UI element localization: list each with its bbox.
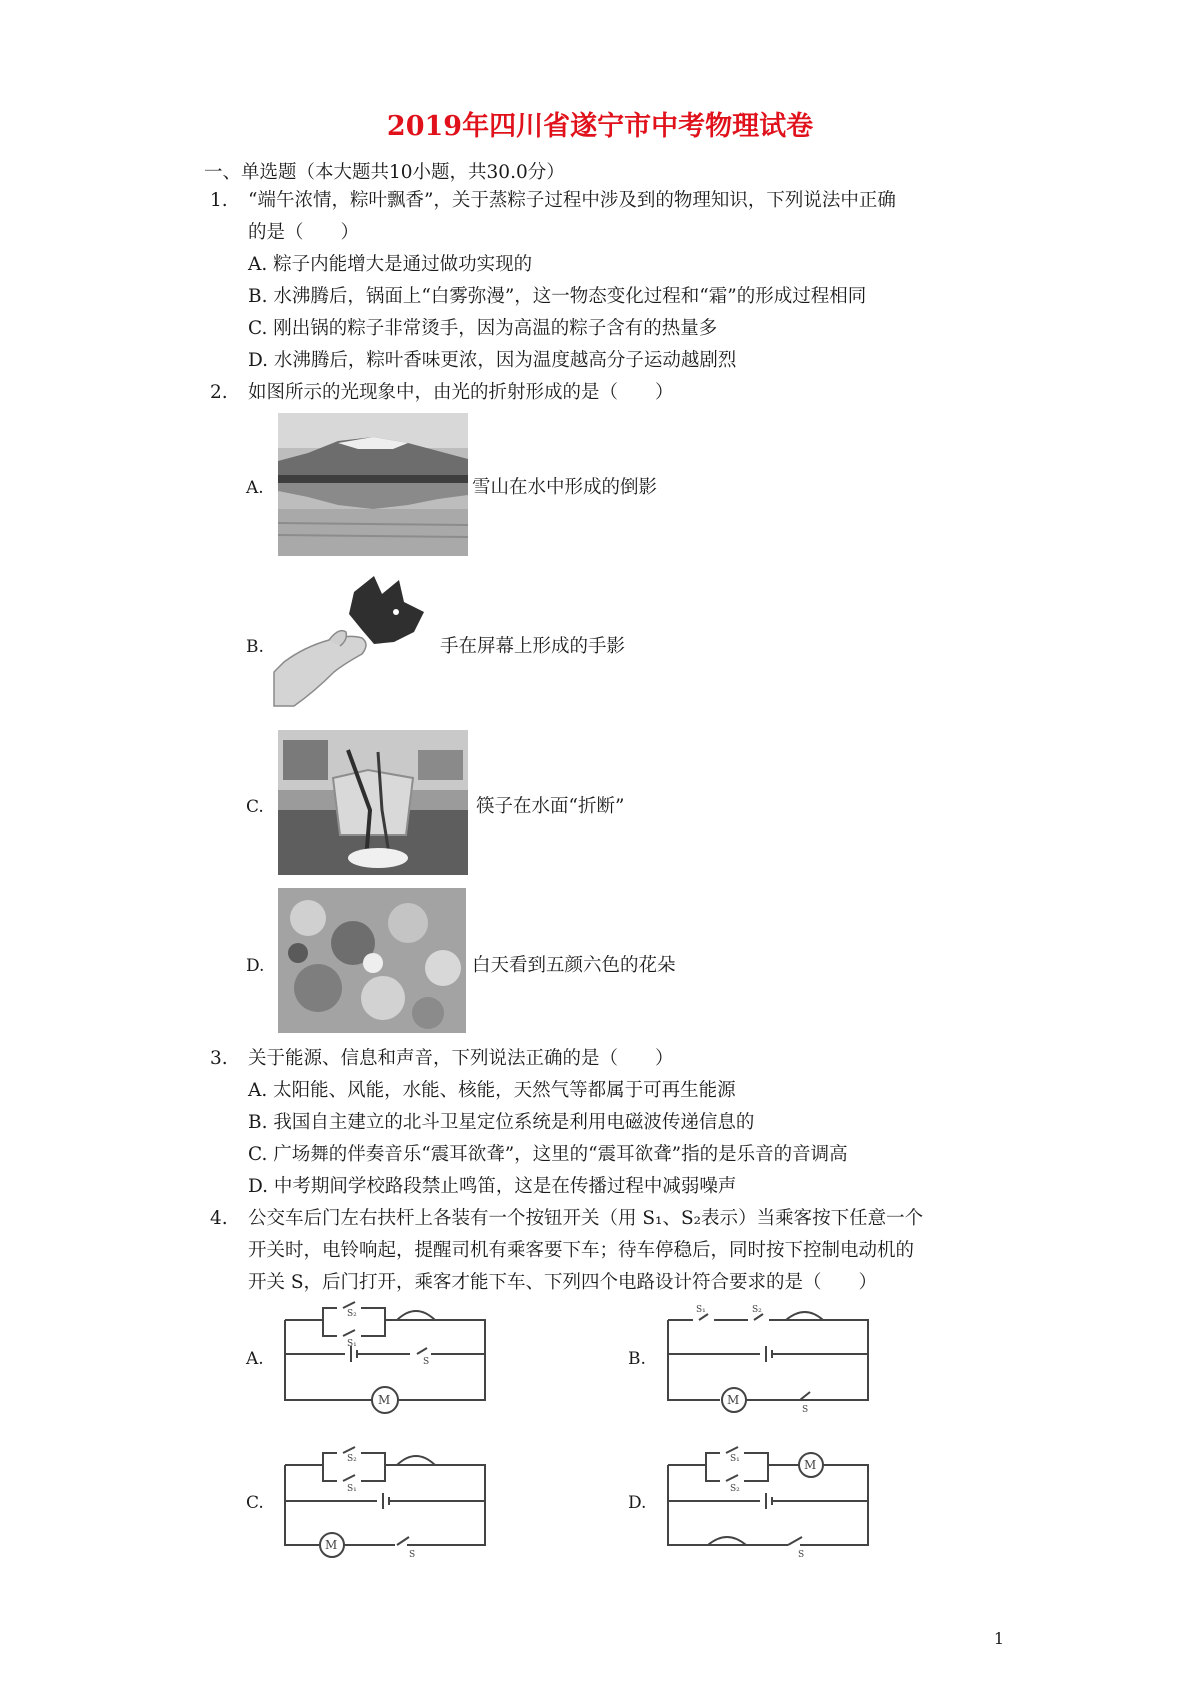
- colorful-flowers-image: [278, 888, 466, 1033]
- question-4-number: 4.: [210, 1208, 228, 1229]
- chopsticks-in-water-image: [278, 730, 468, 875]
- page-title: 2019年四川省遂宁市中考物理试卷: [386, 111, 814, 142]
- question-2-option-d-caption: 白天看到五颜六色的花朵: [472, 955, 676, 976]
- motor-label: M: [727, 1393, 740, 1407]
- question-2-option-c-caption: 筷子在水面“折断”: [476, 796, 625, 817]
- question-1-stem-line1: “端午浓情，粽叶飘香”，关于蒸粽子过程中涉及到的物理知识，下列说法中正确: [248, 190, 896, 211]
- question-4-option-d-letter: D.: [628, 1493, 647, 1513]
- question-4-option-c-letter: C.: [246, 1493, 264, 1513]
- motor-label: M: [804, 1458, 817, 1472]
- question-4-stem-line2: 开关时，电铃响起，提醒司机有乘客要下车；待车停稳后，同时按下控制电动机的: [248, 1240, 915, 1261]
- section-heading: 一、单选题（本大题共10小题，共30.0分）: [204, 162, 565, 183]
- switch-s1-label: S₁: [730, 1454, 740, 1464]
- switch-s1-label: S₁: [347, 1339, 357, 1349]
- switch-s2-label: S₂: [730, 1484, 740, 1494]
- question-2-option-b-caption: 手在屏幕上形成的手影: [440, 636, 626, 657]
- question-3-option-b: B. 我国自主建立的北斗卫星定位系统是利用电磁波传递信息的: [248, 1112, 755, 1133]
- question-1-option-a: A. 粽子内能增大是通过做功实现的: [248, 254, 533, 275]
- question-3-option-d: D. 中考期间学校路段禁止鸣笛，这是在传播过程中减弱噪声: [248, 1176, 737, 1197]
- question-2-option-b-letter: B.: [246, 637, 264, 657]
- circuit-c-diagram: [285, 1445, 485, 1560]
- snow-mountain-reflection-image: [278, 413, 468, 556]
- question-2-stem: 如图所示的光现象中，由光的折射形成的是（ ）: [248, 382, 674, 403]
- switch-s1-label: S₁: [696, 1305, 706, 1315]
- question-1-number: 1.: [210, 190, 228, 211]
- circuit-a-diagram: [285, 1300, 485, 1408]
- question-3-option-c: C. 广场舞的伴奏音乐“震耳欲聋”，这里的“震耳欲聋”指的是乐音的音调高: [248, 1144, 848, 1165]
- question-4-stem-line3: 开关 S，后门打开，乘客才能下车、下列四个电路设计符合要求的是（ ）: [248, 1272, 878, 1293]
- switch-s1-label: S₁: [347, 1484, 357, 1494]
- question-1-option-c: C. 刚出锅的粽子非常烫手，因为高温的粽子含有的热量多: [248, 318, 718, 339]
- question-4-stem-line1: 公交车后门左右扶杆上各装有一个按钮开关（用 S₁、S₂表示）当乘客按下任意一个: [248, 1208, 924, 1229]
- question-4-option-b-letter: B.: [628, 1349, 646, 1369]
- switch-s2-label: S₂: [347, 1309, 357, 1319]
- motor-label: M: [378, 1393, 391, 1407]
- question-4-option-a-letter: A.: [246, 1349, 264, 1369]
- motor-label: M: [325, 1538, 338, 1552]
- circuit-b-diagram: [668, 1300, 868, 1415]
- question-3-option-a: A. 太阳能、风能，水能、核能，天然气等都属于可再生能源: [248, 1080, 736, 1101]
- switch-s-label: S: [423, 1357, 430, 1367]
- switch-s-label: S: [798, 1550, 805, 1560]
- question-3-stem: 关于能源、信息和声音，下列说法正确的是（ ）: [248, 1048, 674, 1069]
- switch-s2-label: S₂: [752, 1305, 762, 1315]
- switch-s-label: S: [409, 1550, 416, 1560]
- question-1-option-b: B. 水沸腾后，锅面上“白雾弥漫”，这一物态变化过程和“霜”的形成过程相同: [248, 286, 867, 307]
- switch-s2-label: S₂: [347, 1454, 357, 1464]
- question-1-stem-line2: 的是（ ）: [248, 222, 360, 243]
- question-2-number: 2.: [210, 382, 228, 403]
- question-2-option-a-letter: A.: [246, 478, 264, 498]
- hand-shadow-image: [274, 572, 439, 710]
- question-1-option-d: D. 水沸腾后，粽叶香味更浓，因为温度越高分子运动越剧烈: [248, 350, 737, 371]
- question-3-number: 3.: [210, 1048, 228, 1069]
- question-2-option-a-caption: 雪山在水中形成的倒影: [472, 477, 658, 498]
- question-2-option-d-letter: D.: [246, 956, 265, 976]
- circuit-d-diagram: [668, 1445, 868, 1560]
- switch-s-label: S: [802, 1405, 809, 1415]
- question-2-option-c-letter: C.: [246, 797, 264, 817]
- page-number: 1: [993, 1629, 1004, 1648]
